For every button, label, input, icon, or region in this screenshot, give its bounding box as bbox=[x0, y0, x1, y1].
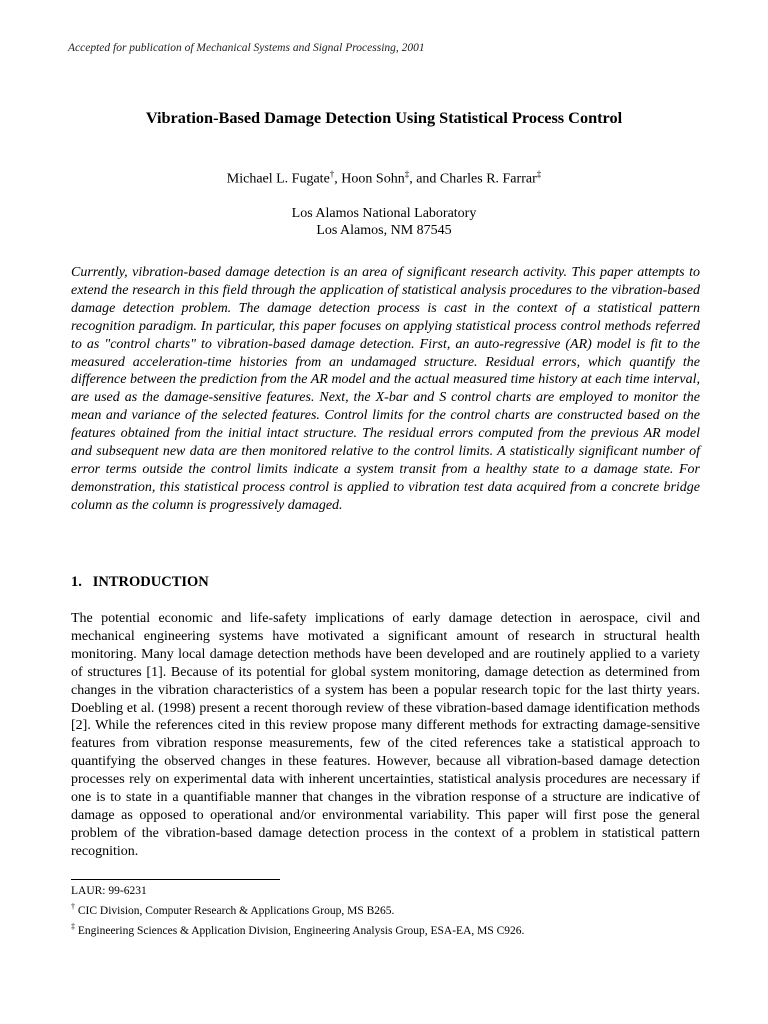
footnote-marker: † bbox=[71, 902, 75, 911]
author-list bbox=[0, 169, 768, 188]
footnote-divider bbox=[71, 879, 280, 880]
paper-title: Vibration-Based Damage Detection Using Statistical Process Control bbox=[145, 108, 623, 127]
section-heading: 1. INTRODUCTION bbox=[71, 574, 209, 590]
author-name: Hoon Sohn bbox=[341, 171, 405, 187]
publication-note: Accepted for publication of Mechanical Systems and Signal Processing, 2001 bbox=[68, 42, 425, 54]
introduction-paragraph: The potential economic and life-safety implications of early damage detection in aerospace, civil and mechanical engineering systems have motivated a significant amount of research in structural health monitoring. Many local damage detection methods have been developed and are routinely applied to a variety of structures [1]. Because of its potential for global system monitoring, damage detection as determined from changes in the vibration characteristics of a system has been a popular research topic for the last thirty years. Doebling et al. (1998) present a recent thorough review of these vibration-based damage identification methods [2]. While the references cited in this review propose many different methods for extracting damage-sensitive features from vibration response measurements, few of the cited references take a statistical approach to quantifying the observed changes in these features. However, because all vibration-based damage detection processes rely on experimental data with inherent uncertainties, statistical analysis procedures are necessary if one is to state in a quantifiable manner that changes in the vibration response of a structure are indicative of damage as opposed to operational and/or environmental variability. This paper will first pose the general problem of the vibration-based damage detection process in the context of a problem in statistical pattern recognition. bbox=[71, 611, 700, 859]
footnote-text: CIC Division, Computer Research & Applications Group, MS B265. bbox=[75, 904, 395, 917]
footnote-marker: † bbox=[329, 169, 335, 179]
footnote-marker: ‡ bbox=[536, 169, 542, 179]
footnote-marker: ‡ bbox=[71, 921, 75, 931]
footnote-laur: LAUR: 99-6231 bbox=[71, 885, 147, 897]
author-separator: , and bbox=[409, 171, 440, 187]
author-name: Charles R. Farrar bbox=[439, 171, 537, 187]
abstract-text: Currently, vibration-based damage detection is an area of significant research activity. This paper attempts to extend the research in this field through the application of statistical analysis procedures to the vibration-based damage detection problem. The damage detection process is cast in the context of a statistical pattern recognition paradigm. In particular, this paper focuses on applying statistical process control methods referred to as "control charts" to vibration-based damage detection. First, an auto-regressive (AR) model is fit to the measured acceleration-time histories from an undamaged structure. Residual errors, which quantify the difference between the prediction from the AR model and the actual measured time history at each time interval, are used as the damage-sensitive features. Next, the X-bar and S control charts are employed to monitor the mean and variance of the selected features. Control limits for the control charts are constructed based on the features obtained from the initial intact structure. The residual errors computed from the previous AR model and subsequent new data are then monitored relative to the control limits. A statistically significant number of error terms outside the control limits indicate a system transit from a healthy state to a damage state. For demonstration, this statistical process control is applied to vibration test data acquired from a concrete bridge column as the column is progressively damaged. bbox=[71, 265, 700, 513]
footnote-1 bbox=[71, 899, 524, 919]
footnote-marker: ‡ bbox=[404, 169, 410, 179]
footnote-2 bbox=[71, 919, 524, 939]
author-name: Michael L. Fugate bbox=[226, 171, 330, 187]
affiliation bbox=[0, 205, 768, 239]
affiliation-address: Los Alamos, NM 87545 bbox=[316, 223, 452, 238]
footnotes bbox=[71, 884, 524, 939]
author-separator: , bbox=[334, 171, 342, 187]
footnote-text: Engineering Sciences & Application Division, Engineering Analysis Group, ESA-EA, MS C926. bbox=[75, 924, 525, 937]
affiliation-institution: Los Alamos National Laboratory bbox=[291, 206, 477, 221]
